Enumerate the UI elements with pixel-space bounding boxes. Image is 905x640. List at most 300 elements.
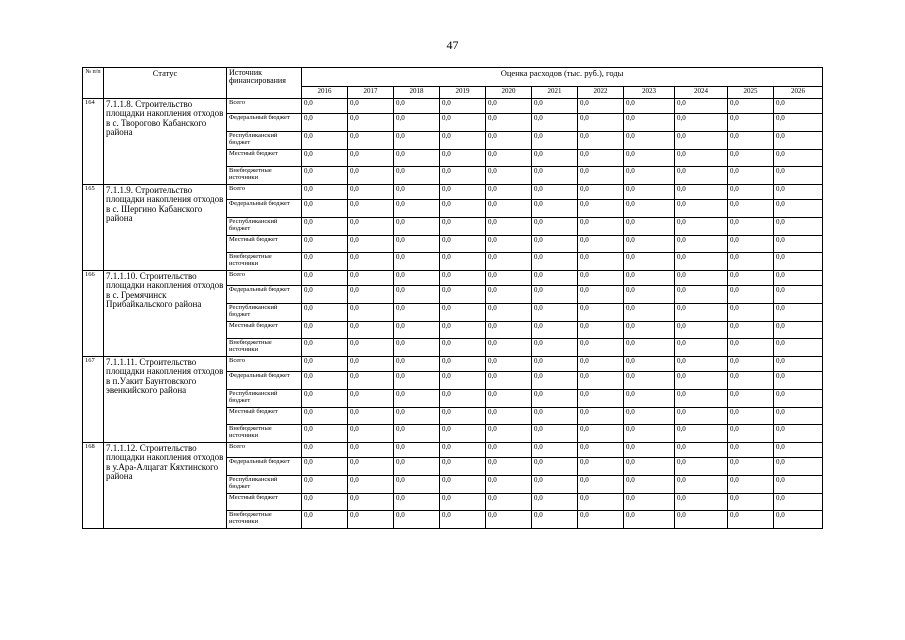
value-cell: 0,0 <box>394 458 440 476</box>
value-cell: 0,0 <box>675 372 728 390</box>
value-cell: 0,0 <box>302 425 348 443</box>
value-cell: 0,0 <box>624 339 675 357</box>
value-cell: 0,0 <box>675 443 728 458</box>
value-cell: 0,0 <box>578 339 624 357</box>
value-cell: 0,0 <box>675 511 728 529</box>
value-cell: 0,0 <box>578 390 624 408</box>
value-cell: 0,0 <box>532 236 578 253</box>
value-cell: 0,0 <box>624 458 675 476</box>
value-cell: 0,0 <box>394 200 440 218</box>
value-cell: 0,0 <box>394 167 440 185</box>
value-cell: 0,0 <box>394 99 440 114</box>
value-cell: 0,0 <box>728 443 774 458</box>
value-cell: 0,0 <box>348 322 394 339</box>
value-cell: 0,0 <box>774 494 823 511</box>
value-cell: 0,0 <box>578 357 624 372</box>
value-cell: 0,0 <box>578 408 624 425</box>
funding-source-cell: Всего <box>227 185 302 200</box>
value-cell: 0,0 <box>675 322 728 339</box>
funding-source-cell: Федеральный бюджет <box>227 200 302 218</box>
value-cell: 0,0 <box>675 494 728 511</box>
value-cell: 0,0 <box>728 339 774 357</box>
value-cell: 0,0 <box>624 150 675 167</box>
value-cell: 0,0 <box>394 114 440 132</box>
funding-source-cell: Федеральный бюджет <box>227 114 302 132</box>
value-cell: 0,0 <box>440 236 486 253</box>
value-cell: 0,0 <box>532 218 578 236</box>
value-cell: 0,0 <box>774 271 823 286</box>
value-cell: 0,0 <box>578 458 624 476</box>
header-year: 2020 <box>486 87 532 99</box>
row-number: 166 <box>83 271 104 357</box>
value-cell: 0,0 <box>486 218 532 236</box>
value-cell: 0,0 <box>302 494 348 511</box>
value-cell: 0,0 <box>486 425 532 443</box>
value-cell: 0,0 <box>728 494 774 511</box>
value-cell: 0,0 <box>675 132 728 150</box>
funding-source-cell: Республиканский бюджет <box>227 390 302 408</box>
value-cell: 0,0 <box>348 425 394 443</box>
value-cell: 0,0 <box>774 357 823 372</box>
value-cell: 0,0 <box>728 304 774 322</box>
value-cell: 0,0 <box>302 253 348 271</box>
value-cell: 0,0 <box>302 200 348 218</box>
value-cell: 0,0 <box>624 357 675 372</box>
value-cell: 0,0 <box>532 372 578 390</box>
table-row <box>83 185 823 200</box>
value-cell: 0,0 <box>532 304 578 322</box>
value-cell: 0,0 <box>486 390 532 408</box>
value-cell: 0,0 <box>394 132 440 150</box>
value-cell: 0,0 <box>728 185 774 200</box>
value-cell: 0,0 <box>486 476 532 494</box>
funding-source-cell: Местный бюджет <box>227 494 302 511</box>
value-cell: 0,0 <box>394 390 440 408</box>
value-cell: 0,0 <box>532 253 578 271</box>
header-status: Статус <box>104 68 227 99</box>
value-cell: 0,0 <box>728 253 774 271</box>
value-cell: 0,0 <box>348 150 394 167</box>
value-cell: 0,0 <box>440 372 486 390</box>
table-header <box>83 68 823 99</box>
header-year: 2018 <box>394 87 440 99</box>
value-cell: 0,0 <box>348 357 394 372</box>
value-cell: 0,0 <box>578 304 624 322</box>
status-cell: 7.1.1.10. Строительство площадки накопления отходов в с. Гремячинск Прибайкальского района <box>104 271 227 357</box>
value-cell: 0,0 <box>394 185 440 200</box>
value-cell: 0,0 <box>440 271 486 286</box>
value-cell: 0,0 <box>624 167 675 185</box>
value-cell: 0,0 <box>302 304 348 322</box>
funding-source-cell: Республиканский бюджет <box>227 304 302 322</box>
value-cell: 0,0 <box>675 476 728 494</box>
value-cell: 0,0 <box>774 408 823 425</box>
value-cell: 0,0 <box>302 511 348 529</box>
value-cell: 0,0 <box>394 476 440 494</box>
value-cell: 0,0 <box>532 476 578 494</box>
value-cell: 0,0 <box>394 425 440 443</box>
value-cell: 0,0 <box>675 304 728 322</box>
value-cell: 0,0 <box>302 185 348 200</box>
value-cell: 0,0 <box>774 132 823 150</box>
funding-source-cell: Республиканский бюджет <box>227 218 302 236</box>
value-cell: 0,0 <box>774 200 823 218</box>
value-cell: 0,0 <box>675 185 728 200</box>
status-cell: 7.1.1.12. Строительство площадки накопления отходов в у.Ара-Алцагат Кяхтинского района <box>104 443 227 529</box>
value-cell: 0,0 <box>578 271 624 286</box>
value-cell: 0,0 <box>728 390 774 408</box>
value-cell: 0,0 <box>394 322 440 339</box>
value-cell: 0,0 <box>302 357 348 372</box>
value-cell: 0,0 <box>578 167 624 185</box>
value-cell: 0,0 <box>624 286 675 304</box>
value-cell: 0,0 <box>774 304 823 322</box>
value-cell: 0,0 <box>675 339 728 357</box>
value-cell: 0,0 <box>348 218 394 236</box>
value-cell: 0,0 <box>675 408 728 425</box>
table-row <box>83 357 823 372</box>
value-cell: 0,0 <box>440 408 486 425</box>
value-cell: 0,0 <box>532 200 578 218</box>
row-number: 165 <box>83 185 104 271</box>
value-cell: 0,0 <box>578 132 624 150</box>
value-cell: 0,0 <box>486 286 532 304</box>
value-cell: 0,0 <box>440 339 486 357</box>
value-cell: 0,0 <box>532 357 578 372</box>
funding-source-cell: Внебюджетные источники <box>227 167 302 185</box>
value-cell: 0,0 <box>728 372 774 390</box>
value-cell: 0,0 <box>302 167 348 185</box>
value-cell: 0,0 <box>624 253 675 271</box>
value-cell: 0,0 <box>348 339 394 357</box>
value-cell: 0,0 <box>728 271 774 286</box>
value-cell: 0,0 <box>624 476 675 494</box>
value-cell: 0,0 <box>728 200 774 218</box>
header-year: 2019 <box>440 87 486 99</box>
funding-source-cell: Федеральный бюджет <box>227 372 302 390</box>
value-cell: 0,0 <box>440 443 486 458</box>
value-cell: 0,0 <box>348 185 394 200</box>
value-cell: 0,0 <box>440 99 486 114</box>
header-funding-source: Источник финансирования <box>227 68 302 99</box>
row-number: 168 <box>83 443 104 529</box>
value-cell: 0,0 <box>728 150 774 167</box>
header-year: 2026 <box>774 87 823 99</box>
value-cell: 0,0 <box>624 304 675 322</box>
value-cell: 0,0 <box>440 511 486 529</box>
header-number: № п/п <box>83 68 104 99</box>
value-cell: 0,0 <box>675 286 728 304</box>
funding-source-cell: Внебюджетные источники <box>227 511 302 529</box>
funding-source-cell: Внебюджетные источники <box>227 425 302 443</box>
value-cell: 0,0 <box>302 271 348 286</box>
value-cell: 0,0 <box>624 494 675 511</box>
value-cell: 0,0 <box>578 200 624 218</box>
value-cell: 0,0 <box>486 271 532 286</box>
value-cell: 0,0 <box>302 339 348 357</box>
value-cell: 0,0 <box>486 494 532 511</box>
header-year: 2017 <box>348 87 394 99</box>
value-cell: 0,0 <box>675 99 728 114</box>
value-cell: 0,0 <box>728 357 774 372</box>
value-cell: 0,0 <box>302 458 348 476</box>
value-cell: 0,0 <box>532 322 578 339</box>
funding-source-cell: Федеральный бюджет <box>227 286 302 304</box>
value-cell: 0,0 <box>624 408 675 425</box>
value-cell: 0,0 <box>624 390 675 408</box>
value-cell: 0,0 <box>624 218 675 236</box>
value-cell: 0,0 <box>348 408 394 425</box>
value-cell: 0,0 <box>302 132 348 150</box>
value-cell: 0,0 <box>440 390 486 408</box>
value-cell: 0,0 <box>578 322 624 339</box>
value-cell: 0,0 <box>532 167 578 185</box>
value-cell: 0,0 <box>440 253 486 271</box>
value-cell: 0,0 <box>302 476 348 494</box>
value-cell: 0,0 <box>532 390 578 408</box>
value-cell: 0,0 <box>728 286 774 304</box>
value-cell: 0,0 <box>728 114 774 132</box>
header-year: 2021 <box>532 87 578 99</box>
value-cell: 0,0 <box>675 390 728 408</box>
status-cell: 7.1.1.9. Строительство площадки накопления отходов в с. Шергино Кабанского района <box>104 185 227 271</box>
value-cell: 0,0 <box>728 408 774 425</box>
value-cell: 0,0 <box>624 425 675 443</box>
value-cell: 0,0 <box>532 443 578 458</box>
value-cell: 0,0 <box>486 339 532 357</box>
value-cell: 0,0 <box>486 132 532 150</box>
value-cell: 0,0 <box>675 458 728 476</box>
value-cell: 0,0 <box>440 425 486 443</box>
value-cell: 0,0 <box>486 443 532 458</box>
value-cell: 0,0 <box>486 114 532 132</box>
value-cell: 0,0 <box>675 271 728 286</box>
value-cell: 0,0 <box>394 494 440 511</box>
value-cell: 0,0 <box>578 511 624 529</box>
funding-source-cell: Федеральный бюджет <box>227 458 302 476</box>
status-cell: 7.1.1.11. Строительство площадки накопления отходов в п.Уакит Баунтовского эвенкийского района <box>104 357 227 443</box>
value-cell: 0,0 <box>578 494 624 511</box>
value-cell: 0,0 <box>578 185 624 200</box>
value-cell: 0,0 <box>728 511 774 529</box>
value-cell: 0,0 <box>348 253 394 271</box>
value-cell: 0,0 <box>774 511 823 529</box>
value-cell: 0,0 <box>675 218 728 236</box>
page-number: 47 <box>446 38 459 52</box>
value-cell: 0,0 <box>728 476 774 494</box>
value-cell: 0,0 <box>532 511 578 529</box>
value-cell: 0,0 <box>302 114 348 132</box>
value-cell: 0,0 <box>532 185 578 200</box>
value-cell: 0,0 <box>302 218 348 236</box>
value-cell: 0,0 <box>774 150 823 167</box>
value-cell: 0,0 <box>440 132 486 150</box>
value-cell: 0,0 <box>348 304 394 322</box>
value-cell: 0,0 <box>486 372 532 390</box>
value-cell: 0,0 <box>302 322 348 339</box>
header-year: 2025 <box>728 87 774 99</box>
value-cell: 0,0 <box>532 150 578 167</box>
value-cell: 0,0 <box>440 200 486 218</box>
value-cell: 0,0 <box>394 271 440 286</box>
value-cell: 0,0 <box>394 150 440 167</box>
value-cell: 0,0 <box>532 458 578 476</box>
value-cell: 0,0 <box>532 408 578 425</box>
value-cell: 0,0 <box>440 357 486 372</box>
value-cell: 0,0 <box>394 253 440 271</box>
value-cell: 0,0 <box>348 443 394 458</box>
value-cell: 0,0 <box>624 511 675 529</box>
value-cell: 0,0 <box>774 114 823 132</box>
value-cell: 0,0 <box>774 253 823 271</box>
value-cell: 0,0 <box>578 236 624 253</box>
value-cell: 0,0 <box>394 511 440 529</box>
value-cell: 0,0 <box>774 476 823 494</box>
funding-source-cell: Местный бюджет <box>227 408 302 425</box>
funding-source-cell: Республиканский бюджет <box>227 132 302 150</box>
value-cell: 0,0 <box>774 339 823 357</box>
value-cell: 0,0 <box>532 271 578 286</box>
value-cell: 0,0 <box>728 99 774 114</box>
value-cell: 0,0 <box>532 132 578 150</box>
value-cell: 0,0 <box>302 286 348 304</box>
header-year: 2023 <box>624 87 675 99</box>
value-cell: 0,0 <box>578 114 624 132</box>
value-cell: 0,0 <box>624 99 675 114</box>
value-cell: 0,0 <box>302 150 348 167</box>
funding-source-cell: Всего <box>227 357 302 372</box>
value-cell: 0,0 <box>486 357 532 372</box>
value-cell: 0,0 <box>440 185 486 200</box>
funding-source-cell: Местный бюджет <box>227 236 302 253</box>
value-cell: 0,0 <box>774 425 823 443</box>
value-cell: 0,0 <box>440 218 486 236</box>
value-cell: 0,0 <box>624 322 675 339</box>
value-cell: 0,0 <box>348 458 394 476</box>
value-cell: 0,0 <box>728 322 774 339</box>
funding-source-cell: Местный бюджет <box>227 150 302 167</box>
value-cell: 0,0 <box>578 425 624 443</box>
value-cell: 0,0 <box>302 372 348 390</box>
status-cell: 7.1.1.8. Строительство площадки накопления отходов в с. Творогово Кабанского района <box>104 99 227 185</box>
value-cell: 0,0 <box>532 286 578 304</box>
value-cell: 0,0 <box>624 236 675 253</box>
value-cell: 0,0 <box>394 286 440 304</box>
value-cell: 0,0 <box>348 476 394 494</box>
value-cell: 0,0 <box>486 150 532 167</box>
value-cell: 0,0 <box>440 458 486 476</box>
funding-source-cell: Внебюджетные источники <box>227 253 302 271</box>
value-cell: 0,0 <box>578 253 624 271</box>
value-cell: 0,0 <box>394 339 440 357</box>
value-cell: 0,0 <box>578 218 624 236</box>
value-cell: 0,0 <box>348 99 394 114</box>
value-cell: 0,0 <box>728 425 774 443</box>
value-cell: 0,0 <box>348 390 394 408</box>
value-cell: 0,0 <box>578 286 624 304</box>
header-year: 2024 <box>675 87 728 99</box>
table-body <box>83 99 823 529</box>
value-cell: 0,0 <box>348 114 394 132</box>
value-cell: 0,0 <box>728 458 774 476</box>
value-cell: 0,0 <box>774 443 823 458</box>
value-cell: 0,0 <box>728 167 774 185</box>
value-cell: 0,0 <box>532 425 578 443</box>
funding-source-cell: Местный бюджет <box>227 322 302 339</box>
value-cell: 0,0 <box>348 236 394 253</box>
value-cell: 0,0 <box>440 476 486 494</box>
value-cell: 0,0 <box>578 476 624 494</box>
header-year: 2022 <box>578 87 624 99</box>
value-cell: 0,0 <box>675 114 728 132</box>
value-cell: 0,0 <box>624 443 675 458</box>
value-cell: 0,0 <box>532 494 578 511</box>
value-cell: 0,0 <box>486 458 532 476</box>
value-cell: 0,0 <box>675 200 728 218</box>
value-cell: 0,0 <box>624 271 675 286</box>
value-cell: 0,0 <box>394 236 440 253</box>
value-cell: 0,0 <box>774 390 823 408</box>
table-row <box>83 443 823 458</box>
value-cell: 0,0 <box>394 304 440 322</box>
value-cell: 0,0 <box>675 236 728 253</box>
value-cell: 0,0 <box>302 408 348 425</box>
value-cell: 0,0 <box>728 236 774 253</box>
row-number: 167 <box>83 357 104 443</box>
value-cell: 0,0 <box>728 218 774 236</box>
value-cell: 0,0 <box>624 114 675 132</box>
value-cell: 0,0 <box>348 132 394 150</box>
value-cell: 0,0 <box>624 185 675 200</box>
value-cell: 0,0 <box>774 286 823 304</box>
value-cell: 0,0 <box>578 372 624 390</box>
value-cell: 0,0 <box>486 200 532 218</box>
value-cell: 0,0 <box>675 167 728 185</box>
value-cell: 0,0 <box>486 185 532 200</box>
value-cell: 0,0 <box>394 357 440 372</box>
value-cell: 0,0 <box>348 511 394 529</box>
value-cell: 0,0 <box>394 372 440 390</box>
value-cell: 0,0 <box>624 132 675 150</box>
value-cell: 0,0 <box>348 494 394 511</box>
value-cell: 0,0 <box>486 253 532 271</box>
value-cell: 0,0 <box>394 443 440 458</box>
value-cell: 0,0 <box>675 150 728 167</box>
value-cell: 0,0 <box>675 357 728 372</box>
value-cell: 0,0 <box>440 114 486 132</box>
value-cell: 0,0 <box>394 218 440 236</box>
row-number: 164 <box>83 99 104 185</box>
value-cell: 0,0 <box>578 443 624 458</box>
value-cell: 0,0 <box>532 99 578 114</box>
expense-table <box>82 67 823 529</box>
value-cell: 0,0 <box>302 99 348 114</box>
value-cell: 0,0 <box>348 286 394 304</box>
funding-source-cell: Всего <box>227 99 302 114</box>
value-cell: 0,0 <box>774 322 823 339</box>
value-cell: 0,0 <box>348 167 394 185</box>
value-cell: 0,0 <box>774 99 823 114</box>
header-expense-estimate: Оценка расходов (тыс. руб.), годы <box>302 68 823 87</box>
value-cell: 0,0 <box>774 185 823 200</box>
value-cell: 0,0 <box>394 408 440 425</box>
value-cell: 0,0 <box>486 99 532 114</box>
value-cell: 0,0 <box>440 304 486 322</box>
value-cell: 0,0 <box>302 236 348 253</box>
value-cell: 0,0 <box>578 150 624 167</box>
value-cell: 0,0 <box>486 167 532 185</box>
value-cell: 0,0 <box>675 425 728 443</box>
